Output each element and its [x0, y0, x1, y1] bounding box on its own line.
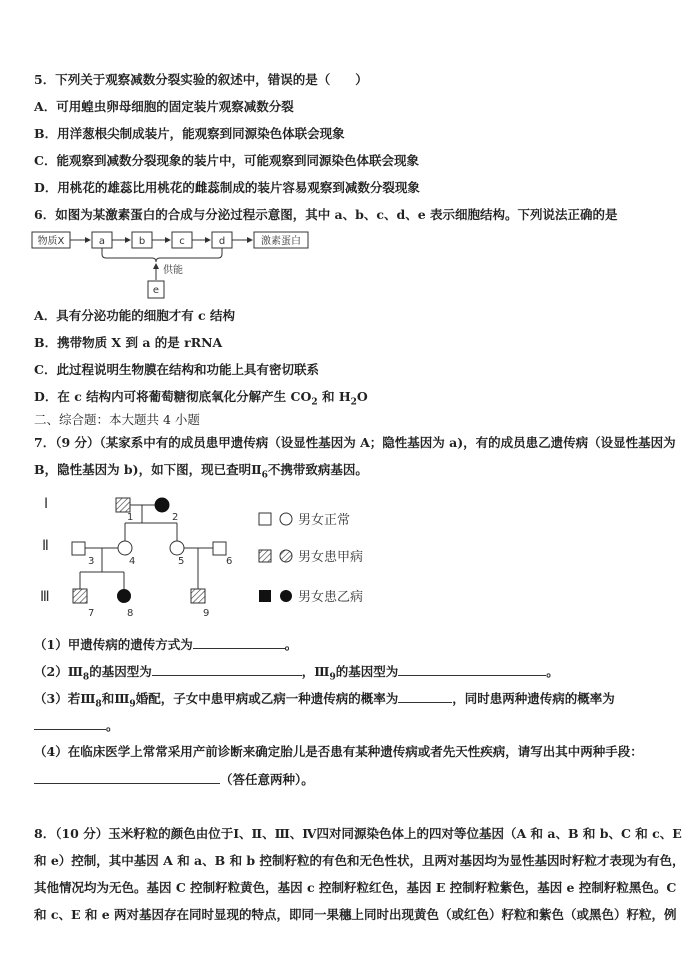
- gen-label-1: Ⅰ: [44, 496, 49, 512]
- flow-node-d: d: [218, 236, 226, 247]
- q7-p4b: （答任意两种）。: [220, 772, 314, 787]
- q7-stem2b: 不携带致病基因。: [267, 462, 368, 477]
- q8-line4: 和 c、E 和 e 两对基因存在同时显现的特点，即同一果穗上同时出现黄色（或红色）籽粒和紫色（或黑色）籽粒，例: [34, 907, 677, 922]
- pedigree-num-7: 7: [88, 608, 95, 619]
- q7-p3-sub2: 9: [129, 699, 136, 710]
- legend-normal-female-icon: [280, 513, 292, 525]
- pedigree-individual-4: [118, 541, 132, 555]
- pedigree-individual-8: [117, 589, 131, 603]
- q6-flow-diagram: [30, 226, 350, 304]
- q7-part4-cont: [34, 771, 314, 788]
- q7-p2d: 的基因型为: [335, 664, 399, 679]
- flow-node-e: e: [152, 285, 160, 296]
- flow-node-b: b: [138, 236, 146, 247]
- legend-disease-a-female-icon: [280, 550, 292, 562]
- q6-d-sub2: 2: [350, 397, 357, 408]
- pedigree-individual-7: [73, 589, 87, 603]
- q7-part3-cont: [34, 717, 119, 734]
- q7-p4-blank[interactable]: [34, 771, 220, 784]
- q7-p1-blank[interactable]: [193, 636, 285, 649]
- pedigree-individual-2: [155, 498, 169, 512]
- q7-stem-line2: [34, 462, 368, 484]
- q7-p2c: ，Ⅲ: [301, 664, 330, 679]
- pedigree-num-5: 5: [178, 556, 185, 567]
- q6-option-a: A．具有分泌功能的细胞才有 c 结构: [34, 308, 236, 323]
- pedigree-num-8: 8: [127, 608, 134, 619]
- q7-p2-blank1[interactable]: [152, 663, 302, 676]
- legend-disease-b-male-icon: [259, 590, 271, 602]
- pedigree-num-2: 2: [172, 512, 179, 523]
- pedigree-individual-3: [72, 542, 85, 555]
- q7-part3: [34, 690, 615, 713]
- q8-line3: 其他情况均为无色。基因 C 控制籽粒黄色，基因 c 控制籽粒红色，基因 E 控制籽粒紫色，基因 e 控制籽粒黑色。C: [34, 880, 677, 895]
- q7-stem2-sub: 6: [261, 470, 268, 481]
- q7-p2e: 。: [546, 664, 559, 679]
- q7-part1: [34, 636, 297, 653]
- q7-p3b: 和Ⅲ: [101, 691, 130, 706]
- legend-disease-b-label: 男女患乙病: [298, 590, 364, 605]
- pedigree-num-3: 3: [88, 556, 95, 567]
- q6-d-sub1: 2: [311, 397, 318, 408]
- q7-p3a: （3）若Ⅲ: [34, 691, 96, 706]
- legend-normal-label: 男女正常: [298, 513, 351, 528]
- q7-p1-end: 。: [284, 637, 298, 652]
- q8-line2: 和 e）控制，其中基因 A 和 a、B 和 b 控制籽粒的有色和无色性状，且两对基因均为显性基因时籽粒才表现为有色，: [34, 853, 685, 868]
- flow-node-c: c: [179, 236, 185, 247]
- q5-option-d: D．用桃花的雄蕊比用桃花的雌蕊制成的装片容易观察到减数分裂现象: [34, 180, 420, 195]
- legend-normal-male-icon: [259, 513, 271, 525]
- q6-option-d: [34, 389, 368, 411]
- section-heading: 二、综合题：本大题共 4 小题: [34, 412, 200, 427]
- q6-d-mid: 和 H: [317, 389, 351, 404]
- pedigree-num-1: 1: [127, 512, 134, 523]
- gen-label-3: Ⅲ: [40, 589, 50, 605]
- q8-line1: 8．（10 分）玉米籽粒的颜色由位于Ⅰ、Ⅱ、Ⅲ、Ⅳ四对同源染色体上的四对等位基因（A 和 a、B 和 b、C 和 c、E: [34, 826, 682, 841]
- flow-end-label: 激素蛋白: [261, 236, 301, 247]
- legend-disease-a-male-icon: [259, 550, 271, 562]
- q7-stem2a: B，隐性基因为 b)，如下图，现已查明Ⅱ: [34, 462, 262, 477]
- pedigree-individual-6: [213, 542, 226, 555]
- q7-part4: （4）在临床医学上常常采用产前诊断来确定胎儿是否患有某种遗传病或者先天性疾病，请写出其中两种手段：: [34, 744, 643, 759]
- q6-d-suffix: O: [356, 389, 368, 404]
- flow-start-label: 物质X: [37, 236, 65, 247]
- flow-energy-label: 供能: [163, 265, 183, 276]
- pedigree-num-4: 4: [129, 556, 136, 567]
- q5-option-b: B．用洋葱根尖制成装片，能观察到同源染色体联会现象: [34, 126, 345, 141]
- pedigree-num-6: 6: [226, 556, 233, 567]
- q7-p3e: 。: [106, 718, 119, 733]
- legend-disease-a-label: 男女患甲病: [298, 550, 364, 565]
- q7-p2-sub2: 9: [329, 672, 336, 683]
- gen-label-2: Ⅱ: [42, 538, 49, 554]
- q6-option-c: C．此过程说明生物膜在结构和功能上具有密切联系: [34, 362, 319, 377]
- q7-p3c: 婚配，子女中患甲病或乙病一种遗传病的概率为: [135, 691, 399, 706]
- q5-stem: 5．下列关于观察减数分裂实验的叙述中，错误的是（ ）: [34, 72, 368, 87]
- q6-d-prefix: D．在 c 结构内可将葡萄糖彻底氧化分解产生 CO: [34, 389, 312, 404]
- pedigree-individual-9: [191, 589, 205, 603]
- q7-p3-sub1: 8: [95, 699, 102, 710]
- q7-p2a: （2）Ⅲ: [34, 664, 83, 679]
- q7-stem-line1: 7．（9 分）（某家系中有的成员患甲遗传病（设显性基因为 A；隐性基因为 a)，有的成员患乙遗传病（设显性基因为: [34, 435, 676, 450]
- q7-p3d: ，同时患两种遗传病的概率为: [452, 691, 615, 706]
- pedigree-num-9: 9: [203, 608, 210, 619]
- flow-node-a: a: [98, 236, 106, 247]
- q6-stem: 6．如图为某激素蛋白的合成与分泌过程示意图，其中 a、b、c、d、e 表示细胞结构。下列说法正确的是: [34, 207, 618, 222]
- pedigree-individual-5: [170, 541, 184, 555]
- q7-p2-sub1: 8: [82, 672, 90, 683]
- q7-p1-text: （1）甲遗传病的遗传方式为: [34, 637, 193, 652]
- q7-p2b: 的基因型为: [89, 664, 152, 679]
- legend-disease-b-female-icon: [280, 590, 292, 602]
- q7-part2: [34, 663, 559, 686]
- q7-p3-blank1[interactable]: [398, 690, 452, 703]
- q7-p3-blank2[interactable]: [34, 717, 106, 730]
- q7-p2-blank2[interactable]: [398, 663, 546, 676]
- q5-option-a: A．可用蝗虫卵母细胞的固定装片观察减数分裂: [34, 99, 294, 114]
- pedigree-individual-1: [116, 498, 130, 512]
- q5-option-c: C．能观察到减数分裂现象的装片中，可能观察到同源染色体联会现象: [34, 153, 419, 168]
- q6-option-b: B．携带物质 X 到 a 的是 rRNA: [34, 335, 223, 350]
- pedigree-chart: [30, 488, 390, 620]
